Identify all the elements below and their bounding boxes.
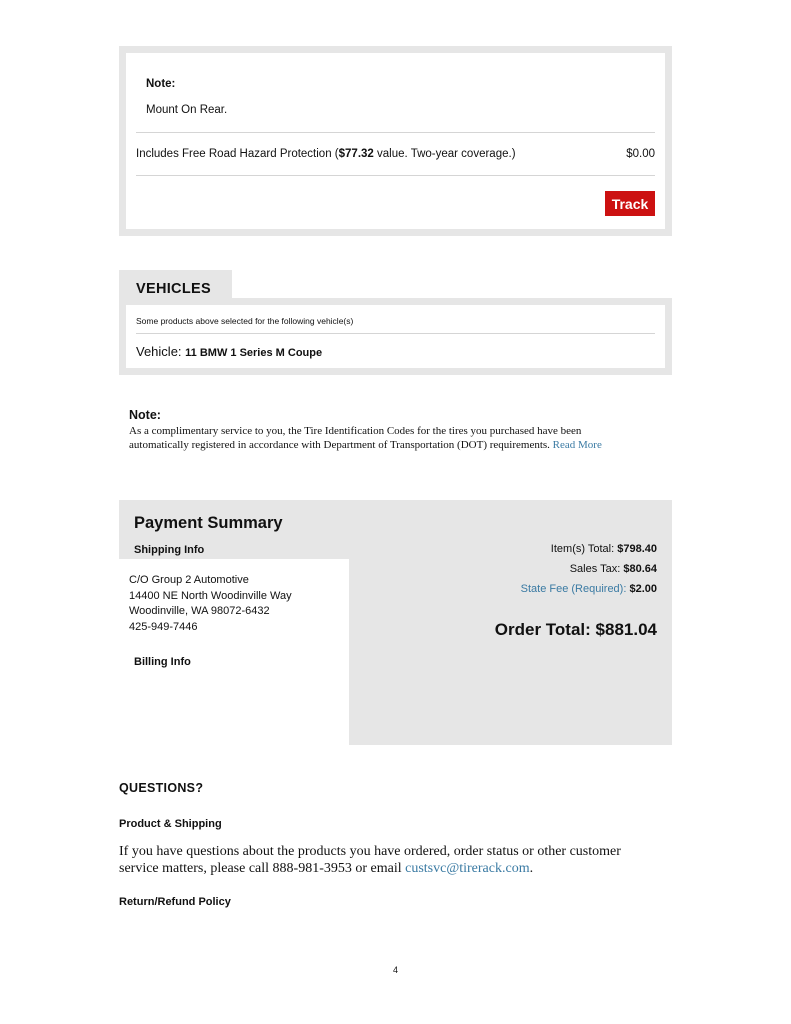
dot-note-heading: Note:: [129, 408, 161, 422]
support-email-link[interactable]: custsvc@tirerack.com: [405, 861, 530, 876]
billing-info-heading: Billing Info: [134, 656, 191, 668]
questions-text: [119, 843, 659, 877]
address-line: C/O Group 2 Automotive: [129, 574, 249, 586]
dot-note-text: [129, 425, 639, 452]
road-hazard-suffix: value. Two-year coverage.): [373, 148, 516, 160]
vehicles-panel: [119, 298, 672, 375]
address-line: Woodinville, WA 98072-6432: [129, 605, 270, 617]
order-item-inner: [126, 53, 665, 229]
order-total: [495, 620, 657, 640]
divider: [136, 175, 655, 176]
read-more-link[interactable]: Read More: [552, 438, 602, 451]
vehicle-name: 11 BMW 1 Series M Coupe: [185, 347, 323, 359]
vehicles-subtitle: Some products above selected for the following vehicle(s): [136, 316, 354, 326]
address-line: 425-949-7446: [129, 620, 198, 633]
vehicle-line: [136, 344, 322, 359]
road-hazard-value: $77.32: [338, 148, 374, 160]
vehicles-heading: VEHICLES: [136, 281, 211, 297]
product-shipping-heading: Product & Shipping: [119, 818, 222, 830]
road-hazard-price: $0.00: [626, 148, 655, 160]
items-total-line: [551, 543, 657, 555]
sales-tax-label: Sales Tax:: [569, 563, 621, 575]
payment-summary-title: Payment Summary: [134, 514, 283, 532]
order-total-value: $881.04: [595, 620, 657, 639]
state-fee-line: [521, 583, 657, 595]
address-line: 14400 NE North Woodinville Way: [129, 589, 292, 602]
questions-body: If you have questions about the products you have ordered, order status or other customer service matters, please call 888-981-3953 or email: [119, 844, 621, 876]
billing-info-box: [119, 670, 349, 745]
divider: [136, 132, 655, 133]
item-note-text: Mount On Rear.: [146, 104, 228, 116]
order-item-panel: [119, 46, 672, 236]
sales-tax-line: [570, 563, 657, 575]
items-total-label: Item(s) Total:: [550, 543, 615, 555]
page-number: 4: [392, 965, 398, 975]
payment-summary-panel: [119, 500, 672, 745]
state-fee-value: $2.00: [629, 583, 657, 595]
state-fee-link[interactable]: State Fee (Required):: [520, 583, 627, 595]
shipping-address: [129, 573, 292, 635]
items-total-value: $798.40: [617, 543, 657, 555]
return-policy-heading: Return/Refund Policy: [119, 896, 231, 908]
sales-tax-value: $80.64: [623, 563, 657, 575]
vehicles-inner: [126, 305, 665, 368]
questions-body-end: .: [529, 861, 534, 876]
vehicles-tab: [119, 270, 232, 300]
shipping-address-box: [119, 559, 349, 670]
divider: [136, 333, 655, 334]
track-button[interactable]: Track: [605, 191, 655, 216]
road-hazard-prefix: Includes Free Road Hazard Protection (: [136, 148, 339, 160]
questions-heading: QUESTIONS?: [119, 781, 204, 795]
vehicle-label: Vehicle:: [136, 344, 182, 359]
road-hazard-text: [136, 148, 516, 160]
item-note-heading: Note:: [146, 78, 176, 90]
order-total-label: Order Total:: [494, 620, 591, 639]
dot-note-body: As a complimentary service to you, the Tire Identification Codes for the tires you purchased have been automatically registered in accordance with Department of Transportation (DOT) requirements.: [129, 425, 582, 451]
shipping-info-heading: Shipping Info: [134, 544, 205, 556]
